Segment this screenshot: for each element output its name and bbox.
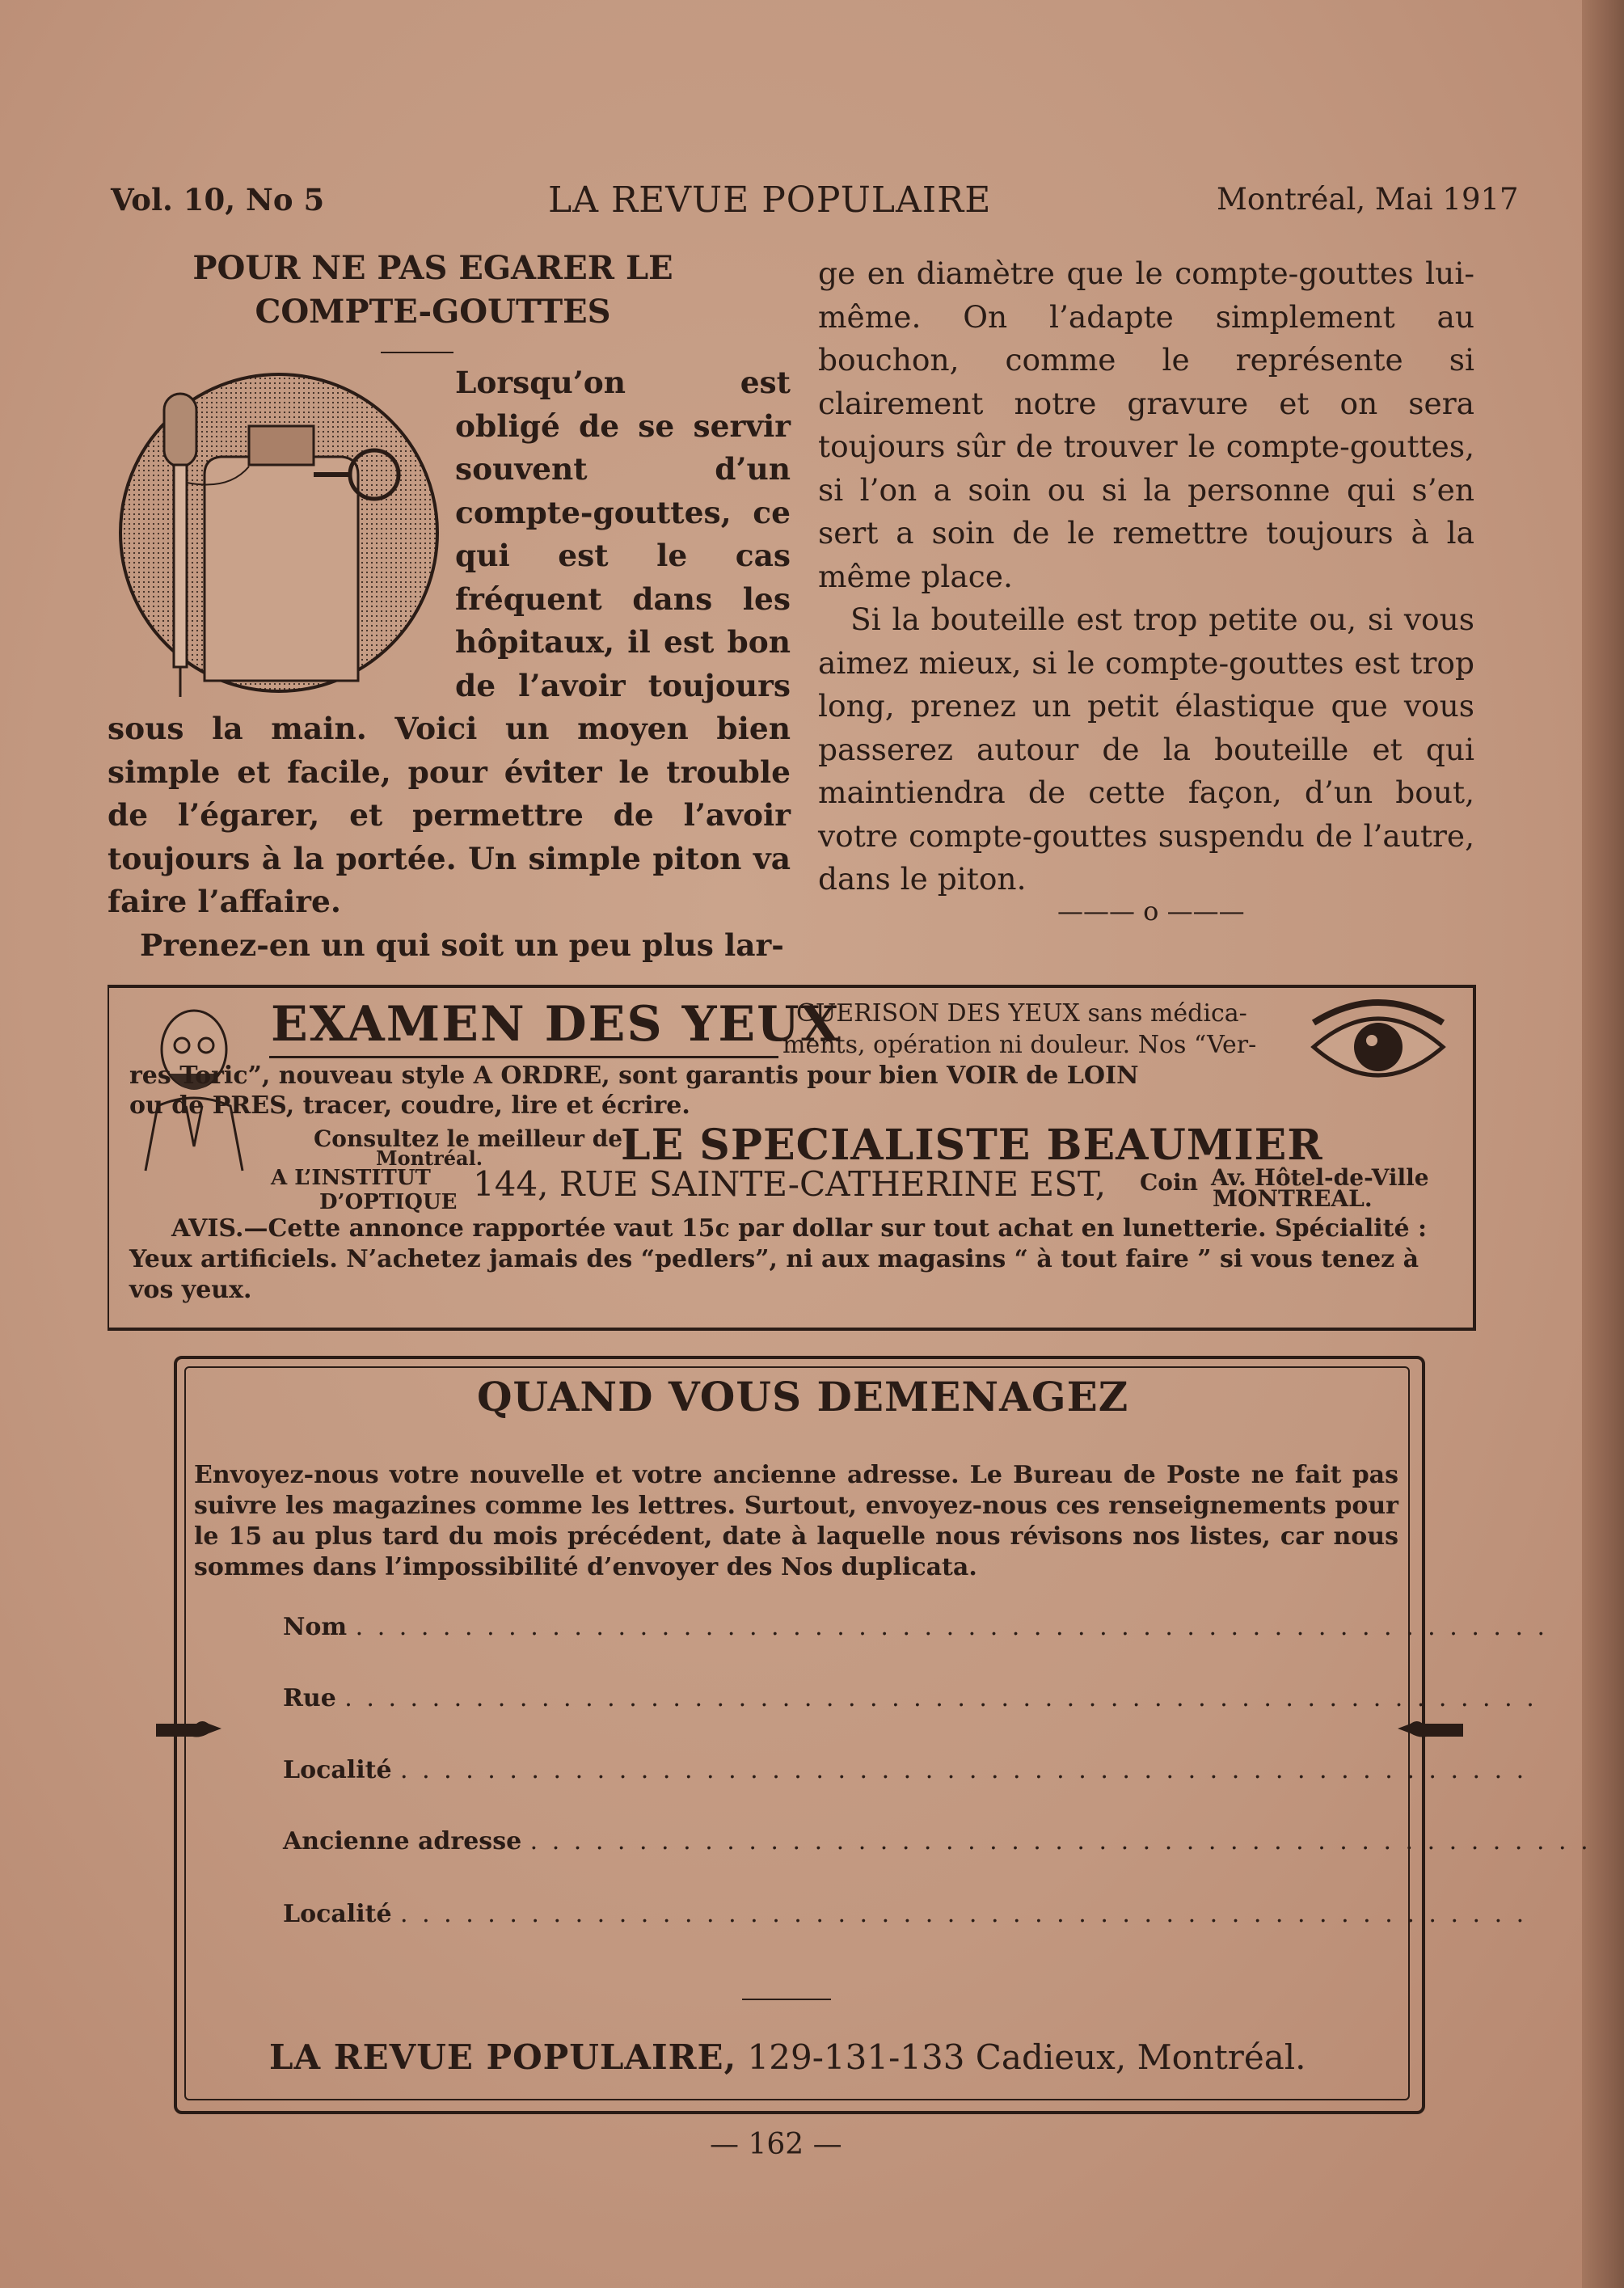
eye-ad-text-line2: ments, opération ni douleur. Nos “Ver- <box>782 1031 1257 1059</box>
field-dots: . . . . . . . . . . . . . . . . . . . . . . . . . . . . . . . . . . . . . . . . . . . . . . . . . . . . . . . <box>355 1613 1549 1641</box>
eye-ad-text-line1: GUERISON DES YEUX sans médica- <box>796 999 1247 1028</box>
title-rule <box>381 352 453 353</box>
article-paragraph-2: Prenez-en un qui soit un peu plus lar- <box>140 927 784 963</box>
article-left-column <box>108 247 791 967</box>
field-nom[interactable] <box>283 1613 1548 1641</box>
eye-ad-corner-city: MONTREAL. <box>1213 1185 1373 1212</box>
eye-ad-notice-line1: AVIS.—Cette annonce rapportée vaut 15c par dollar sur tout achat en lunetterie. Spécialité : <box>171 1214 1428 1243</box>
moving-notice-rule <box>742 1999 831 2000</box>
moving-notice-footer <box>269 2037 1306 2077</box>
moving-notice-title: QUAND VOUS DEMENAGEZ <box>477 1373 1129 1421</box>
pointing-hand-left-icon <box>1394 1714 1467 1746</box>
field-dots: . . . . . . . . . . . . . . . . . . . . . . . . . . . . . . . . . . . . . . . . . . . . . . . . . . . . <box>400 1756 1528 1784</box>
moving-notice-body: Envoyez-nous votre nouvelle et votre ancienne adresse. Le Bureau de Poste ne fait pas suivre les magazines comme les lettres. Surtout, envoyez-nous ces renseignements pour le 15 au plus tard du mois précédent, date à laquelle nous révisons nos listes, car nous sommes dans l’impossibilité d’envoyer des Nos duplicata. <box>194 1461 1398 1581</box>
footer-publisher: LA REVUE POPULAIRE, <box>269 2037 737 2077</box>
journal-title: LA REVUE POPULAIRE <box>548 179 992 221</box>
field-label: Rue <box>283 1684 336 1712</box>
field-dots: . . . . . . . . . . . . . . . . . . . . . . . . . . . . . . . . . . . . . . . . . . . . . . . . . . . . <box>400 1900 1528 1928</box>
eye-ad-headline: EXAMEN DES YEUX <box>271 996 841 1053</box>
field-ancienne-adresse[interactable] <box>283 1827 1592 1855</box>
field-label: Localité <box>283 1756 392 1784</box>
page-edge <box>1582 0 1624 2288</box>
article-separator: ——— o ——— <box>1057 896 1245 927</box>
footer-address: 129-131-133 Cadieux, Montréal. <box>747 2037 1306 2077</box>
field-dots: . . . . . . . . . . . . . . . . . . . . . . . . . . . . . . . . . . . . . . . . . . . . . . . . . . . . . . . <box>344 1684 1538 1712</box>
field-label: Localité <box>283 1900 392 1928</box>
field-label: Ancienne adresse <box>283 1827 522 1855</box>
eye-icon <box>1306 998 1451 1095</box>
eye-ad-text-line4: ou de PRES, tracer, coudre, lire et écrire. <box>129 1091 690 1120</box>
article-paragraph-2-tail: ge en diamètre que le compte-gouttes lui-même. On l’adapte simplement au bouchon, comme le représente si clairement notre gravure et on sera toujours sûr de trouver le compte-gouttes, si l’on a soin ou si la personne qui s’en sert a soin de le remettre toujours à la même place. <box>818 255 1474 594</box>
article-right-column <box>818 252 1474 901</box>
field-label: Nom <box>283 1613 348 1641</box>
eye-ad-institut-line2: D’OPTIQUE <box>319 1190 458 1214</box>
field-localite[interactable] <box>283 1756 1527 1784</box>
dropper-bottle-illustration <box>108 361 445 703</box>
doctor-portrait-icon <box>129 1001 251 1179</box>
pointing-hand-right-icon <box>152 1714 225 1746</box>
eye-ad-notice-line3: vos yeux. <box>129 1276 252 1304</box>
volume-number: Vol. 10, No 5 <box>111 182 325 217</box>
eye-ad-montreal-small: Montréal. <box>376 1146 483 1170</box>
eye-ad-headline-rule <box>269 1056 778 1058</box>
eye-ad-address: 144, RUE SAINTE-CATHERINE EST, <box>473 1164 1107 1204</box>
issue-date: Montréal, Mai 1917 <box>1217 182 1519 217</box>
eye-ad-consult: Consultez le meilleur de <box>314 1125 623 1152</box>
field-dots: . . . . . . . . . . . . . . . . . . . . . . . . . . . . . . . . . . . . . . . . . . . . . . . . . <box>529 1827 1592 1855</box>
page-number: — 162 — <box>710 2128 842 2161</box>
field-rue[interactable] <box>283 1684 1538 1712</box>
article-title-line1: POUR NE PAS EGARER LE <box>192 249 673 287</box>
eye-ad-notice-line2: Yeux artificiels. N’achetez jamais des “pedlers”, ni aux magasins “ à tout faire ” si vous tenez à <box>129 1245 1419 1273</box>
article-title-line2: COMPTE-GOUTTES <box>255 293 611 331</box>
article-paragraph-3: Si la bouteille est trop petite ou, si vous aimez mieux, si le compte-gouttes est trop long, prenez un petit élastique que vous passerez autour de la bouteille et qui maintiendra de cette façon, d’un bout, votre compte-gouttes suspendu de l’autre, dans le piton. <box>818 602 1474 897</box>
eye-ad-specialist: LE SPECIALISTE BEAUMIER <box>621 1121 1323 1170</box>
eye-ad-corner-street: Av. Hôtel-de-Ville <box>1211 1164 1429 1191</box>
eye-ad-corner-label: Coin <box>1140 1169 1198 1196</box>
eye-ad-institut-line1: A L’INSTITUT <box>271 1166 431 1190</box>
field-localite-ancienne[interactable] <box>283 1900 1527 1928</box>
article-paragraph-1: Lorsqu’on est obligé de se servir souvent d’un compte-gouttes, ce qui est le cas fréquent dans les hôpitaux, il est bon de l’avoir toujours sous la main. Voici un moyen bien simple et facile, pour éviter le trouble de l’égarer, et permettre de l’avoir toujours à la portée. Un simple piton va faire l’affaire. <box>108 365 791 919</box>
eye-ad-text-line3: res Toric”, nouveau style A ORDRE, sont garantis pour bien VOIR de LOIN <box>129 1062 1139 1090</box>
